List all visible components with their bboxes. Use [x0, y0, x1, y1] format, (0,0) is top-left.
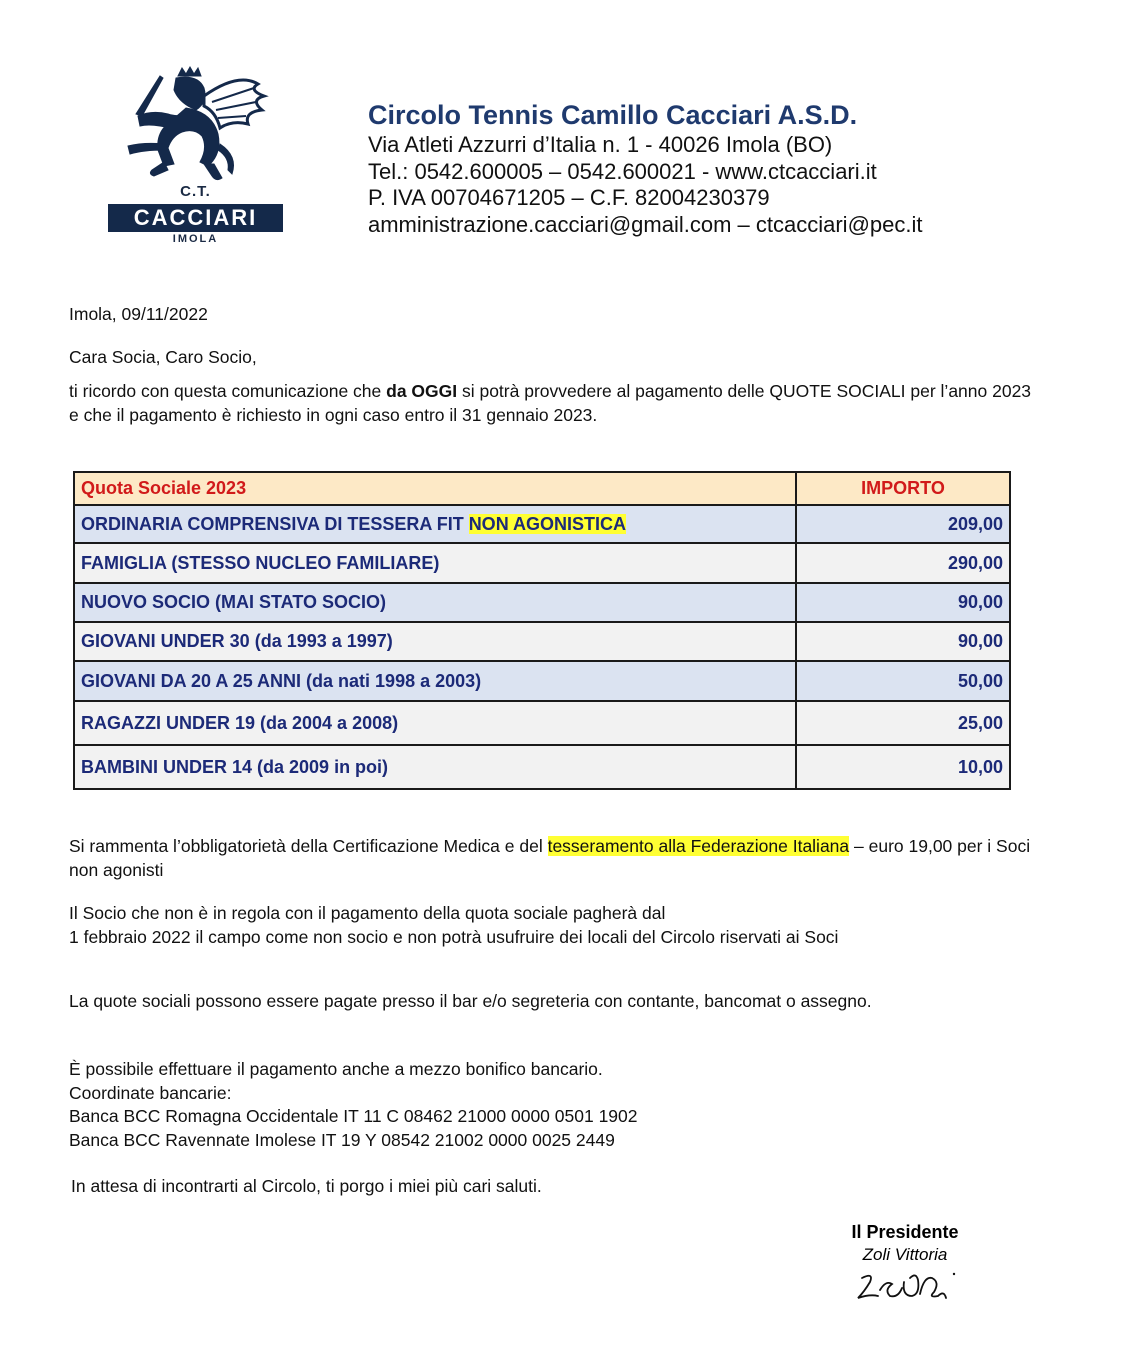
row-label: FAMIGLIA (STESSO NUCLEO FAMILIARE) — [74, 543, 796, 583]
medical-paragraph: Si rammenta l’obbligatorietà della Certificazione Medica e del tesseramento alla Federazione Italiana – euro 19,00 per i Soci non agonisti — [69, 836, 1031, 880]
table-header-row — [74, 472, 1010, 505]
row-label: ORDINARIA COMPRENSIVA DI TESSERA FIT NON AGONISTICA — [74, 505, 796, 543]
intro-text-b: si potrà provvedere al pagamento delle QUOTE SOCIALI per l’anno 2023 e che il pagamento è richiesto in ogni caso entro il 31 gennaio 2023. — [69, 381, 1032, 425]
bank-iban-1: Banca BCC Romagna Occidentale IT 11 C 08462 21000 0000 0501 1902 — [69, 1106, 638, 1126]
signatory-name: Zoli Vittoria — [862, 1245, 948, 1264]
row-label: BAMBINI UNDER 14 (da 2009 in poi) — [74, 745, 796, 789]
row-amount: 50,00 — [796, 661, 1010, 701]
bank-label: Coordinate bancarie: — [69, 1082, 232, 1103]
griffin-emblem-icon — [108, 66, 283, 184]
highlighted-text: tesseramento alla Federazione Italiana — [547, 836, 850, 856]
row-amount: 25,00 — [796, 701, 1010, 745]
letter-greeting: Cara Socia, Caro Socio, — [69, 347, 257, 367]
row-amount: 10,00 — [796, 745, 1010, 789]
table-row — [74, 583, 1010, 622]
organization-phones: Tel.: 0542.600005 – 0542.600021 - www.ctcacciari.it — [368, 158, 877, 184]
row-amount: 290,00 — [796, 543, 1010, 583]
row-label: NUOVO SOCIO (MAI STATO SOCIO) — [74, 583, 796, 622]
organization-address: Via Atleti Azzurri d’Italia n. 1 - 40026 Imola (BO) — [368, 132, 833, 157]
organization-name: Circolo Tennis Camillo Cacciari A.S.D. — [368, 100, 858, 130]
letter-date: Imola, 09/11/2022 — [69, 304, 208, 324]
payment-methods-paragraph: La quote sociali possono essere pagate presso il bar e/o segreteria con contante, bancomat o assegno. — [69, 991, 872, 1011]
signatory-title: Il Presidente — [851, 1222, 959, 1242]
row-label: GIOVANI UNDER 30 (da 1993 a 1997) — [74, 622, 796, 661]
organization-tax-ids: P. IVA 00704671205 – C.F. 82004230379 — [368, 185, 770, 210]
table-row — [74, 543, 1010, 583]
intro-text-a: ti ricordo con questa comunicazione che — [69, 381, 387, 401]
letterhead — [368, 98, 923, 238]
signature-block — [820, 1220, 990, 1309]
transfer-text: È possibile effettuare il pagamento anche a mezzo bonifico bancario. — [69, 1059, 603, 1079]
table-row — [74, 661, 1010, 701]
intro-paragraph — [69, 380, 1044, 427]
table-row — [74, 745, 1010, 789]
club-logo — [108, 66, 283, 246]
table-row — [74, 505, 1010, 543]
logo-initials: C.T. — [180, 183, 211, 200]
row-label: GIOVANI DA 20 A 25 ANNI (da nati 1998 a 2003) — [74, 661, 796, 701]
organization-emails: amministrazione.cacciari@gmail.com – ctcacciari@pec.it — [368, 211, 923, 237]
row-amount: 90,00 — [796, 583, 1010, 622]
fees-table — [73, 471, 1011, 790]
handwritten-signature-icon — [840, 1268, 970, 1304]
closing-line: In attesa di incontrarti al Circolo, ti porgo i miei più cari saluti. — [71, 1176, 542, 1196]
row-label: RAGAZZI UNDER 19 (da 2004 a 2008) — [74, 701, 796, 745]
late-payment-paragraph: Il Socio che non è in regola con il pagamento della quota sociale pagherà dal 1 febbraio 2022 il campo come non socio e non potrà usufruire dei locali del Circolo riservati ai Soci — [69, 903, 839, 947]
logo-city: IMOLA — [172, 233, 219, 245]
bank-transfer-paragraph — [69, 1058, 1044, 1152]
table-row — [74, 622, 1010, 661]
table-row — [74, 701, 1010, 745]
header-label: Quota Sociale 2023 — [74, 472, 796, 505]
highlighted-text: NON AGONISTICA — [468, 513, 627, 534]
bank-iban-2: Banca BCC Ravennate Imolese IT 19 Y 08542 21002 0000 0025 2449 — [69, 1129, 615, 1150]
row-amount: 209,00 — [796, 505, 1010, 543]
row-amount: 90,00 — [796, 622, 1010, 661]
intro-emphasis: da OGGI — [386, 381, 458, 401]
logo-name-band: CACCIARI — [108, 204, 283, 232]
header-amount: IMPORTO — [796, 472, 1010, 505]
